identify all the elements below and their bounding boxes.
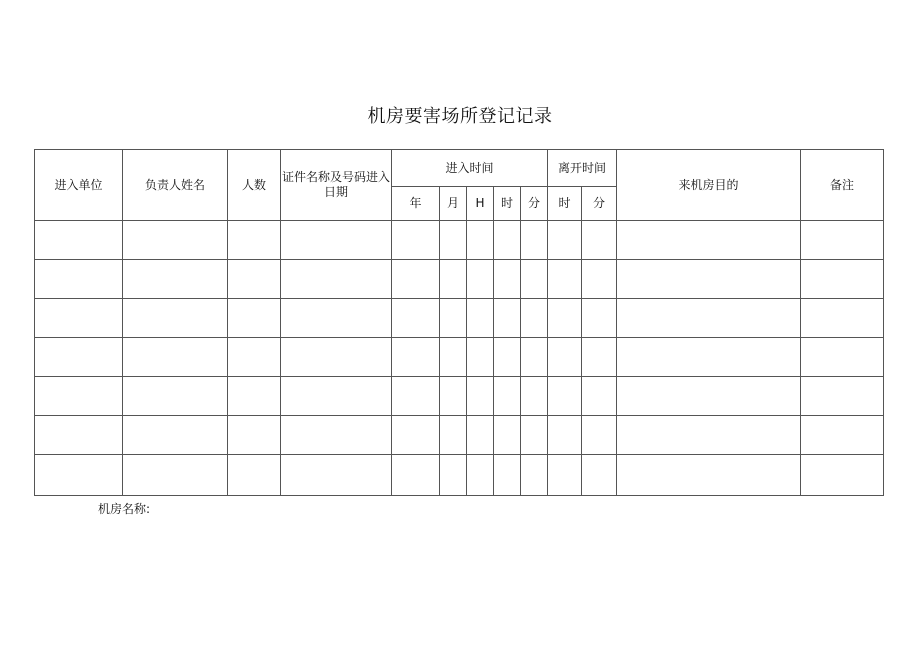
table-cell[interactable] — [521, 338, 548, 377]
table-cell[interactable] — [467, 455, 494, 496]
table-cell[interactable] — [494, 299, 521, 338]
table-row — [35, 377, 884, 416]
header-remark: 备注 — [801, 150, 884, 221]
table-cell[interactable] — [617, 416, 801, 455]
table-cell[interactable] — [521, 260, 548, 299]
table-cell[interactable] — [392, 299, 440, 338]
table-cell[interactable] — [548, 455, 582, 496]
header-certificate-date: 证件名称及号码进入日期 — [281, 150, 392, 221]
table-cell[interactable] — [440, 260, 467, 299]
table-cell[interactable] — [440, 416, 467, 455]
header-person-name: 负责人姓名 — [123, 150, 228, 221]
header-leave-time: 离开时间 — [548, 150, 617, 187]
table-cell[interactable] — [392, 416, 440, 455]
table-cell[interactable] — [521, 455, 548, 496]
table-cell[interactable] — [281, 221, 392, 260]
table-cell[interactable] — [494, 377, 521, 416]
table-cell[interactable] — [123, 377, 228, 416]
table-cell[interactable] — [467, 299, 494, 338]
table-cell[interactable] — [228, 260, 281, 299]
table-cell[interactable] — [35, 338, 123, 377]
table-cell[interactable] — [35, 221, 123, 260]
table-cell[interactable] — [801, 377, 884, 416]
table-cell[interactable] — [617, 221, 801, 260]
table-cell[interactable] — [548, 338, 582, 377]
table-cell[interactable] — [582, 377, 617, 416]
header-entry-time: 进入时间 — [392, 150, 548, 187]
table-cell[interactable] — [582, 221, 617, 260]
header-visit-purpose: 来机房目的 — [617, 150, 801, 221]
table-cell[interactable] — [467, 416, 494, 455]
table-cell[interactable] — [228, 299, 281, 338]
table-cell[interactable] — [228, 221, 281, 260]
table-cell[interactable] — [548, 260, 582, 299]
header-entry-minute: 分 — [521, 187, 548, 221]
header-row-1 — [35, 150, 884, 187]
table-cell[interactable] — [123, 221, 228, 260]
table-row — [35, 416, 884, 455]
table-cell[interactable] — [582, 416, 617, 455]
table-cell[interactable] — [521, 416, 548, 455]
table-cell[interactable] — [440, 377, 467, 416]
table-cell[interactable] — [392, 455, 440, 496]
table-row — [35, 299, 884, 338]
machine-room-name-label: 机房名称: — [98, 502, 151, 516]
table-cell[interactable] — [521, 299, 548, 338]
table-cell[interactable] — [801, 221, 884, 260]
table-cell[interactable] — [281, 299, 392, 338]
table-cell[interactable] — [801, 338, 884, 377]
table-cell[interactable] — [392, 338, 440, 377]
table-cell[interactable] — [521, 377, 548, 416]
table-cell[interactable] — [582, 338, 617, 377]
table-cell[interactable] — [494, 455, 521, 496]
table-cell[interactable] — [281, 338, 392, 377]
header-entry-month: 月 — [440, 187, 467, 221]
table-cell[interactable] — [123, 260, 228, 299]
table-cell[interactable] — [35, 260, 123, 299]
table-cell[interactable] — [35, 299, 123, 338]
table-cell[interactable] — [548, 221, 582, 260]
table-cell[interactable] — [228, 338, 281, 377]
table-cell[interactable] — [617, 338, 801, 377]
table-cell[interactable] — [35, 416, 123, 455]
table-cell[interactable] — [281, 455, 392, 496]
table-row — [35, 455, 884, 496]
table-cell[interactable] — [617, 260, 801, 299]
table-cell[interactable] — [467, 221, 494, 260]
header-entry-year: 年 — [392, 187, 440, 221]
table-cell[interactable] — [801, 260, 884, 299]
table-cell[interactable] — [548, 416, 582, 455]
table-cell[interactable] — [582, 455, 617, 496]
table-cell[interactable] — [801, 299, 884, 338]
table-cell[interactable] — [801, 455, 884, 496]
table-row — [35, 338, 884, 377]
header-person-count: 人数 — [228, 150, 281, 221]
table-cell[interactable] — [392, 221, 440, 260]
registration-table — [34, 149, 884, 496]
table-cell[interactable] — [548, 377, 582, 416]
table-cell[interactable] — [123, 299, 228, 338]
table-cell[interactable] — [228, 377, 281, 416]
table-cell[interactable] — [801, 416, 884, 455]
table-cell[interactable] — [617, 455, 801, 496]
table-row — [35, 221, 884, 260]
table-row — [35, 260, 884, 299]
table-cell[interactable] — [281, 416, 392, 455]
table-cell[interactable] — [494, 338, 521, 377]
table-cell[interactable] — [494, 416, 521, 455]
table-cell[interactable] — [582, 260, 617, 299]
table-cell[interactable] — [548, 299, 582, 338]
table-cell[interactable] — [440, 455, 467, 496]
table-cell[interactable] — [617, 377, 801, 416]
header-leave-hour: 时 — [548, 187, 582, 221]
table-cell[interactable] — [228, 455, 281, 496]
header-entry-day: H — [467, 187, 494, 221]
table-cell[interactable] — [582, 299, 617, 338]
table-cell[interactable] — [35, 455, 123, 496]
document-title: 机房要害场所登记记录 — [367, 106, 553, 127]
table-cell[interactable] — [440, 299, 467, 338]
table-cell[interactable] — [123, 416, 228, 455]
table-cell[interactable] — [35, 377, 123, 416]
table-cell[interactable] — [467, 338, 494, 377]
table-cell[interactable] — [123, 455, 228, 496]
table-cell[interactable] — [123, 338, 228, 377]
table-cell[interactable] — [392, 260, 440, 299]
header-entry-hour: 时 — [494, 187, 521, 221]
table-cell[interactable] — [494, 260, 521, 299]
header-entry-unit: 进入单位 — [35, 150, 123, 221]
table-cell[interactable] — [494, 221, 521, 260]
table-cell[interactable] — [440, 221, 467, 260]
table-cell[interactable] — [617, 299, 801, 338]
table-cell[interactable] — [440, 338, 467, 377]
table-cell[interactable] — [281, 260, 392, 299]
table-cell[interactable] — [521, 221, 548, 260]
table-cell[interactable] — [392, 377, 440, 416]
table-cell[interactable] — [467, 377, 494, 416]
table-cell[interactable] — [467, 260, 494, 299]
table-cell[interactable] — [281, 377, 392, 416]
header-leave-minute: 分 — [582, 187, 617, 221]
table-cell[interactable] — [228, 416, 281, 455]
